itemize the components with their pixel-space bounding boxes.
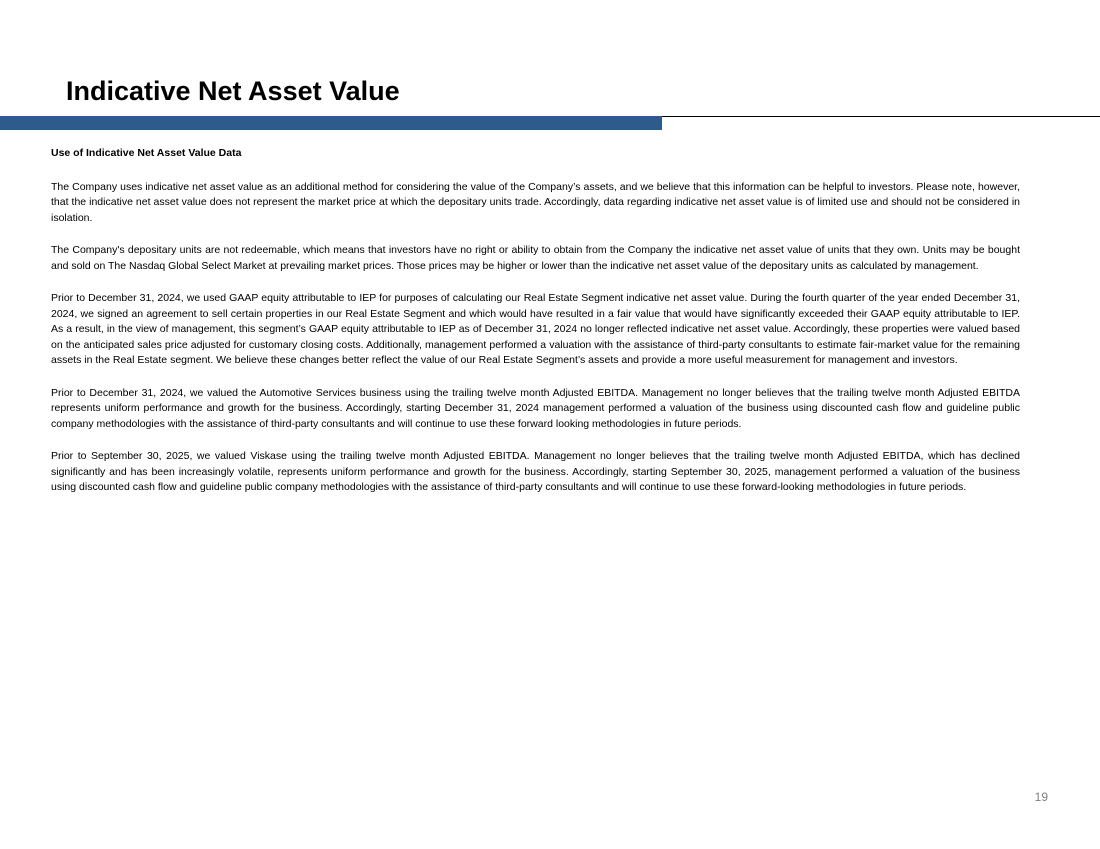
page-title: Indicative Net Asset Value bbox=[66, 76, 400, 106]
title-accent-bar bbox=[0, 116, 662, 130]
paragraph-intro: The Company uses indicative net asset value as an additional method for considering the value of the Company’s assets, and we believe that this information can be helpful to investors. Please note, however, that the indicative net asset value does not represent the market price at which the depositary units trade. Accordingly, data regarding indicative net asset value is of limited use and should not be considered in isolation. bbox=[51, 180, 1020, 224]
page-number: 19 bbox=[1034, 790, 1048, 804]
title-divider-line bbox=[662, 116, 1100, 117]
content-area bbox=[51, 146, 1020, 513]
paragraph-depositary-units: The Company's depositary units are not redeemable, which means that investors have no right or ability to obtain from the Company the indicative net asset value of units that they own. Units may be bought and sold on The Nasdaq Global Select Market at prevailing market prices. Those prices may be higher or lower than the indicative net asset value of the depositary units as calculated by management. bbox=[51, 244, 1020, 272]
paragraph-automotive: Prior to December 31, 2024, we valued the Automotive Services business using the trailing twelve month Adjusted EBITDA. Management no longer believes that the trailing twelve month Adjusted EBITDA represents uniform performance and growth for the business. Accordingly, starting December 31, 2024 management performed a valuation of the business using discounted cash flow and guideline public company methodologies with the assistance of third-party consultants and will continue to use these forward looking methodologies in future periods. bbox=[51, 386, 1020, 430]
paragraph-real-estate: Prior to December 31, 2024, we used GAAP equity attributable to IEP for purposes of calculating our Real Estate Segment indicative net asset value. During the fourth quarter of the year ended December 31, 2024, we signed an agreement to sell certain properties in our Real Estate Segment and which would have resulted in a fair value that would have significantly exceeded their GAAP equity attributable to IEP. As a result, in the view of management, this segment’s GAAP equity attributable to IEP as of December 31, 2024 no longer reflected indicative net asset value. Accordingly, these properties were valued based on the anticipated sales price adjusted for customary closing costs. Additionally, management performed a valuation with the assistance of third-party consultants to estimate fair-market value for the remaining assets in the Real Estate segment. We believe these changes better reflect the value of our Real Estate Segment’s assets and provide a more useful measurement for management and investors. bbox=[51, 292, 1020, 366]
section-heading: Use of Indicative Net Asset Value Data bbox=[51, 147, 242, 159]
paragraph-viskase: Prior to September 30, 2025, we valued Viskase using the trailing twelve month Adjusted EBITDA. Management no longer believes that the trailing twelve month Adjusted EBITDA, which has declined significantly and has been increasingly volatile, represents uniform performance and growth for the business. Accordingly, starting September 30, 2025, management performed a valuation of the business using discounted cash flow and guideline public company methodologies with the assistance of third-party consultants and will continue to use these forward-looking methodologies in future periods. bbox=[51, 450, 1020, 493]
